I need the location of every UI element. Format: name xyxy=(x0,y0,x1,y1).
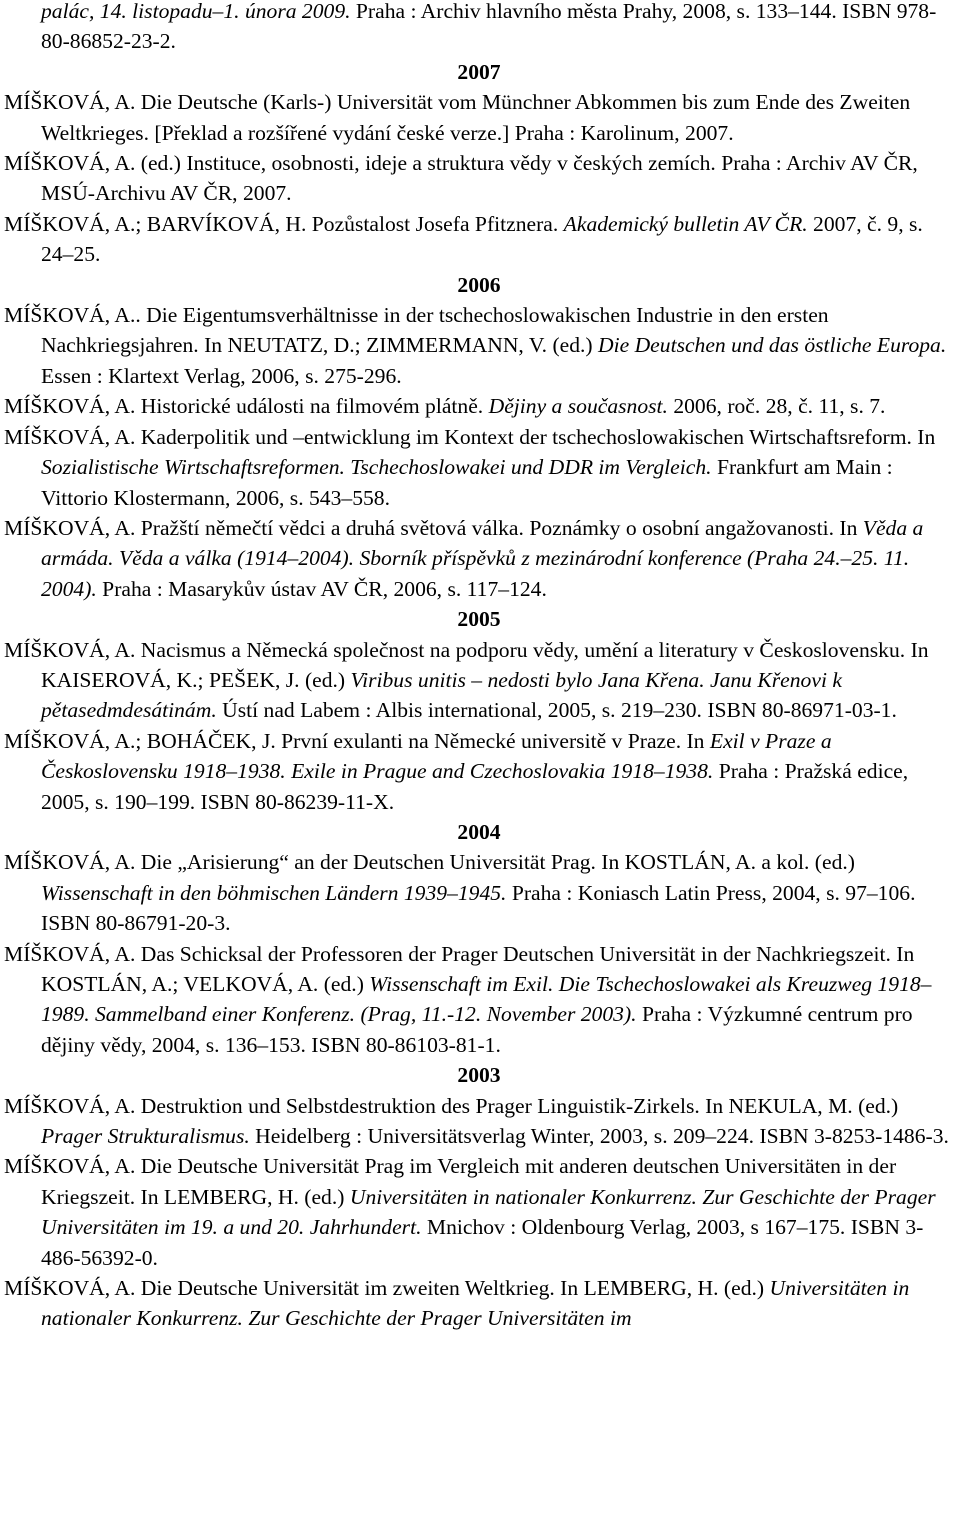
bibliography-entry xyxy=(4,726,954,817)
citation-text: MÍŠKOVÁ, A. Das Schicksal der Professoren der Prager Deutschen Universität in der Nachkriegszeit. In KOSTLÁN, A.; VELKOVÁ, A. (ed.) xyxy=(4,941,915,996)
citation-text: Praha : Koniasch Latin Press, 2004, s. 97–106. ISBN 80-86791-20-3. xyxy=(41,880,916,936)
bibliography-entry xyxy=(4,422,954,513)
citation-text: Praha : Výzkumné centrum pro dějiny vědy, 2004, s. 136–153. ISBN 80-86103-81-1. xyxy=(41,1002,913,1057)
citation-text: MÍŠKOVÁ, A. Die Deutsche Universität im zweiten Weltkrieg. In LEMBERG, H. (ed.) xyxy=(4,1276,770,1301)
citation-text: MÍŠKOVÁ, A. Kaderpolitik und –entwicklung im Kontext der tschechoslowakischen Wirtschaftsreform. In xyxy=(4,424,936,449)
citation-text: MÍŠKOVÁ, A.. Die Eigentumsverhältnisse in der tschechoslowakischen Industrie in den ersten Nachkriegsjahren. In NEUTATZ, D.; ZIMMERMANN, V. (ed.) xyxy=(4,303,829,358)
citation-text: Essen : Klartext Verlag, 2006, s. 275-296. xyxy=(41,363,402,388)
year-heading: 2003 xyxy=(457,1063,501,1088)
citation-text: 2006, roč. 28, č. 11, s. 7. xyxy=(667,394,886,419)
continued-entry xyxy=(4,0,954,57)
bibliography-entry xyxy=(4,847,954,938)
bibliography-entry xyxy=(4,209,954,270)
bibliography-entry xyxy=(4,87,954,148)
title-text: Wissenschaft in den böhmischen Ländern 1939–1945. xyxy=(41,880,507,905)
title-text: Viribus unitis – nedosti bylo Jana Křena. Janu Křenovi k pětasedmdesátinám. xyxy=(41,667,842,723)
bibliography-entry xyxy=(4,1091,954,1152)
bibliography-entry xyxy=(4,513,954,604)
title-text: Dějiny a současnost. xyxy=(488,394,668,419)
citation-text: Praha : Pražská edice, 2005, s. 190–199. ISBN 80-86239-11-X. xyxy=(41,759,909,814)
citation-text: MÍŠKOVÁ, A.; BOHÁČEK, J. První exulanti na Německé universitě v Praze. In xyxy=(4,728,710,753)
citation-text: MÍŠKOVÁ, A. Historické události na filmovém plátně. xyxy=(4,394,489,419)
bibliography-entry xyxy=(4,1273,954,1334)
citation-text: Praha : Masarykův ústav AV ČR, 2006, s. 117–124. xyxy=(96,576,547,601)
citation-text: MÍŠKOVÁ, A. Die Deutsche (Karls-) Universität vom Münchner Abkommen bis zum Ende des Zweiten Weltkrieges. [Překlad a rozšířené vydání české verze.] Praha : Karolinum, 2007. xyxy=(4,90,911,145)
year-heading: 2004 xyxy=(457,819,501,844)
title-text: Prager Strukturalismus. xyxy=(41,1124,250,1149)
citation-text: MÍŠKOVÁ, A. Nacismus a Německá společnost na podporu vědy, umění a literatury v Československu. In KAISEROVÁ, K.; PEŠEK, J. (ed.) xyxy=(4,637,929,692)
bibliography-entry xyxy=(4,939,954,1061)
year-heading: 2007 xyxy=(457,59,501,84)
bibliography-entry xyxy=(4,1151,954,1273)
citation-text: MÍŠKOVÁ, A. Die „Arisierung“ an der Deutschen Universität Prag. In KOSTLÁN, A. a kol. (ed.) xyxy=(4,850,855,875)
citation-text: Heidelberg : Universitätsverlag Winter, 2003, s. 209–224. ISBN 3-8253-1486-3. xyxy=(249,1124,949,1149)
citation-text: 2007, č. 9, s. 24–25. xyxy=(41,211,923,267)
title-text: Universitäten in nationaler Konkurrenz. Zur Geschichte der Prager Universitäten im xyxy=(41,1276,910,1331)
title-text: Die Deutschen und das östliche Europa. xyxy=(598,333,947,358)
citation-text: MÍŠKOVÁ, A.; BARVÍKOVÁ, H. Pozůstalost Josefa Pfitznera. xyxy=(4,211,564,236)
year-heading: 2005 xyxy=(457,607,501,632)
year-heading: 2006 xyxy=(457,272,501,297)
title-text: Universitäten in nationaler Konkurrenz. Zur Geschichte der Prager Universitäten im 19. a und 20. Jahrhundert. xyxy=(41,1184,936,1240)
citation-text: Ústí nad Labem : Albis international, 2005, s. 219–230. ISBN 80-86971-03-1. xyxy=(216,698,897,723)
bibliography-entry xyxy=(4,148,954,209)
title-text: Exil v Praze a Československu 1918–1938. Exile in Prague and Czechoslovakia 1918–1938. xyxy=(41,728,832,784)
citation-text: MÍŠKOVÁ, A. Destruktion und Selbstdestruktion des Prager Linguistik-Zirkels. In NEKULA, M. (ed.) xyxy=(4,1093,899,1118)
bibliography-entry xyxy=(4,635,954,726)
citation-text: MÍŠKOVÁ, A. Die Deutsche Universität Prag im Vergleich mit anderen deutschen Universitäten in der Kriegszeit. In LEMBERG, H. (ed.) xyxy=(4,1154,897,1209)
citation-text: Praha : Archiv hlavního města Prahy, 2008, s. 133–144. ISBN 978-80-86852-23-2. xyxy=(41,0,937,54)
citation-text: Frankfurt am Main : Vittorio Klostermann, 2006, s. 543–558. xyxy=(41,455,893,510)
title-text: Věda a armáda. Věda a válka (1914–2004). Sborník příspěvků z mezinárodní konference (Praha 24.–25. 11. 2004). xyxy=(41,515,924,601)
citation-text: Mnichov : Oldenbourg Verlag, 2003, s 167–175. ISBN 3-486-56392-0. xyxy=(41,1215,924,1270)
bibliography-entry xyxy=(4,391,954,421)
title-text: palác, 14. listopadu–1. února 2009. xyxy=(41,0,351,23)
citation-text: MÍŠKOVÁ, A. (ed.) Instituce, osobnosti, ideje a struktura vědy v českých zemích. Praha : Archiv AV ČR, MSÚ-Archivu AV ČR, 2007. xyxy=(4,151,918,206)
bibliography-list xyxy=(4,57,954,1334)
title-text: Sozialistische Wirtschaftsreformen. Tschechoslowakei und DDR im Vergleich. xyxy=(41,455,712,480)
title-text: Wissenschaft im Exil. Die Tschechoslowakei als Kreuzweg 1918–1989. Sammelband einer Konferenz. (Prag, 11.-12. November 2003). xyxy=(41,972,932,1027)
citation-text: MÍŠKOVÁ, A. Pražští němečtí vědci a druhá světová válka. Poznámky o osobní angažovanosti. In xyxy=(4,515,863,540)
title-text: Akademický bulletin AV ČR. xyxy=(563,211,808,236)
bibliography-entry xyxy=(4,300,954,391)
